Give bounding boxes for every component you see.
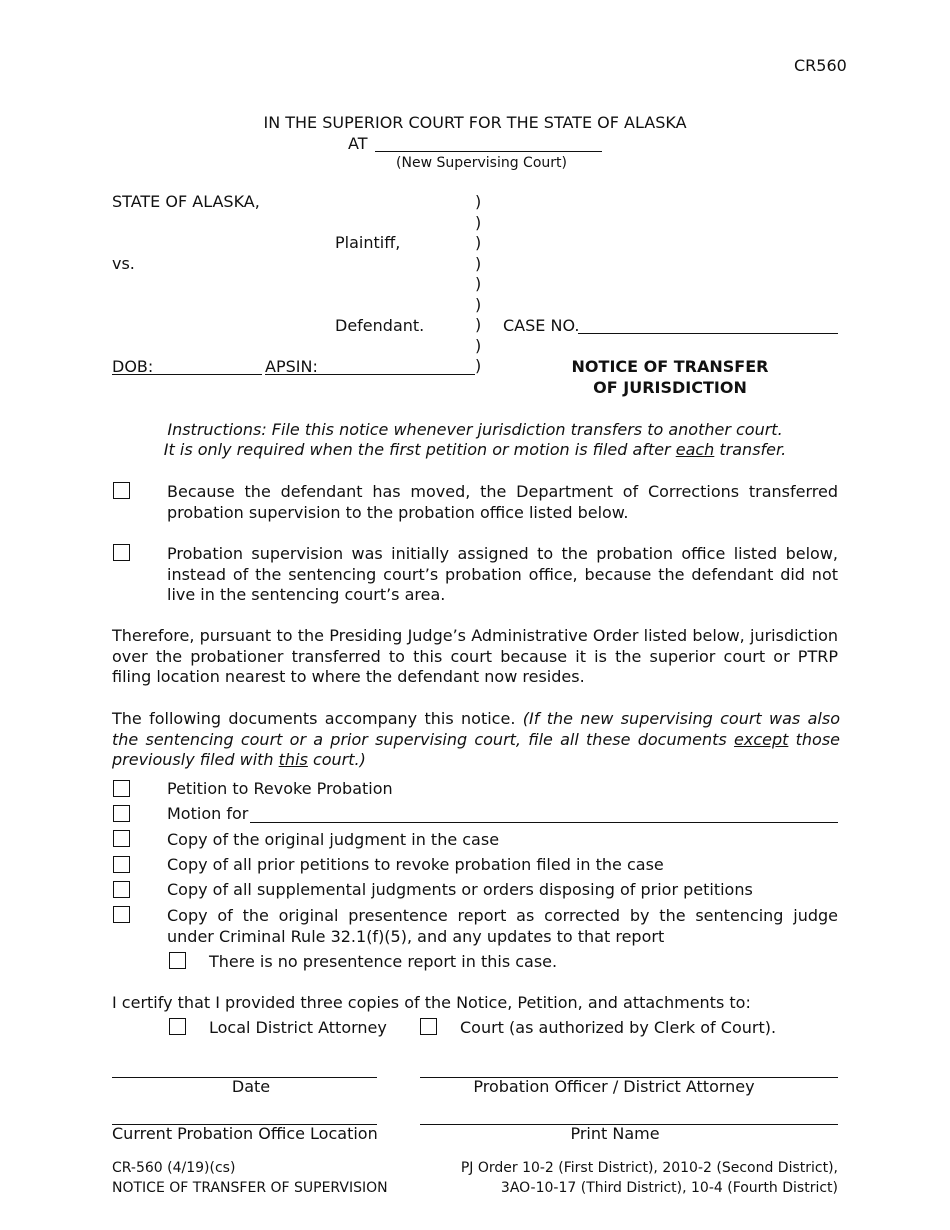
instructions-line2: It is only required when the first petition or motion is filed after each transfer. [163,440,787,459]
paren: ) [475,274,482,293]
instructions-line1: Instructions: File this notice whenever jurisdiction transfers to another court. [167,420,783,439]
doc-judgment-label: Copy of the original judgment in the case [167,830,500,849]
therefore-paragraph: Therefore, pursuant to the Presiding Judge’s Administrative Order listed below, jurisdiction over the probationer transferred to this court because it is the superior court or PTRP filing location nearest to where the defendant now resides. [112,626,838,686]
paren: ) [475,294,482,314]
plaintiff-name: STATE OF ALASKA, [112,192,260,211]
doc-supplemental-checkbox[interactable] [113,881,130,898]
form-code: CR560 [794,56,847,75]
certify-text: I certify that I provided three copies of the Notice, Petition, and attachments to: [112,993,751,1012]
doc-title-line2: OF JURISDICTION [593,378,747,397]
case-no-label: CASE NO. [503,316,580,335]
reason-initial-checkbox[interactable] [113,544,130,561]
vs-label: vs. [112,254,135,273]
court-title: IN THE SUPERIOR COURT FOR THE STATE OF ALASKA [263,113,687,132]
at-label: AT [348,134,368,153]
doc-motion-label: Motion for [167,804,249,823]
print-name-caption: Print Name [570,1124,660,1143]
local-da-checkbox[interactable] [169,1018,186,1035]
doc-presentence-label: Copy of the original presentence report as corrected by the sentencing judge under Criminal Rule 32.1(f)(5), and any updates to that report [167,906,838,946]
paren: ) [475,253,482,273]
footer-form-id: CR-560 (4/19)(cs) [112,1160,236,1176]
doc-prior-petitions-checkbox[interactable] [113,856,130,873]
at-caption: (New Supervising Court) [396,155,567,171]
court-label: Court (as authorized by Clerk of Court). [460,1018,777,1037]
new-supervising-court-field[interactable] [375,151,602,152]
doc-petition-label: Petition to Revoke Probation [167,779,393,798]
doc-presentence-checkbox[interactable] [113,906,130,923]
plaintiff-label: Plaintiff, [335,233,401,252]
dob-label: DOB: [112,357,154,376]
reason-initial-text: Probation supervision was initially assigned to the probation office listed below, instead of the sentencing court’s probation office, because the defendant did not live in the sentencing court’s area. [167,544,838,604]
no-presentence-checkbox[interactable] [169,952,186,969]
officer-caption: Probation Officer / District Attorney [473,1077,755,1096]
paren: ) [475,356,482,375]
doc-petition-checkbox[interactable] [113,780,130,797]
date-caption: Date [231,1077,271,1096]
motion-for-field[interactable] [250,822,838,823]
doc-title-line1: NOTICE OF TRANSFER [571,357,769,376]
defendant-label: Defendant. [335,316,425,335]
apsin-field[interactable] [265,374,475,375]
paren: ) [475,233,482,252]
court-checkbox[interactable] [420,1018,437,1035]
footer-form-name: NOTICE OF TRANSFER OF SUPERVISION [112,1180,388,1196]
doc-motion-checkbox[interactable] [113,805,130,822]
paren: ) [475,192,482,211]
location-caption: Current Probation Office Location [112,1124,378,1143]
reason-moved-text: Because the defendant has moved, the Department of Corrections transferred probation supervision to the probation office listed below. [167,482,838,522]
caption-parens [475,192,485,377]
doc-judgment-checkbox[interactable] [113,830,130,847]
doc-prior-petitions-label: Copy of all prior petitions to revoke probation filed in the case [167,855,664,874]
documents-intro: The following documents accompany this notice. (If the new supervising court was also the sentencing court or a prior supervising court, file all these documents except those previously filed with this court.) [112,709,841,769]
apsin-label: APSIN: [265,357,318,376]
paren: ) [475,335,482,355]
doc-supplemental-label: Copy of all supplemental judgments or orders disposing of prior petitions [167,880,753,899]
dob-field[interactable] [112,374,262,375]
case-no-field[interactable] [578,333,838,334]
no-presentence-label: There is no presentence report in this case. [209,952,558,971]
paren: ) [475,212,482,232]
footer-pj-line1: PJ Order 10-2 (First District), 2010-2 (Second District), [460,1160,838,1176]
local-da-label: Local District Attorney [209,1018,387,1037]
reason-moved-checkbox[interactable] [113,482,130,499]
footer-pj-line2: 3AO-10-17 (Third District), 10-4 (Fourth District) [500,1180,838,1196]
paren: ) [475,315,482,334]
